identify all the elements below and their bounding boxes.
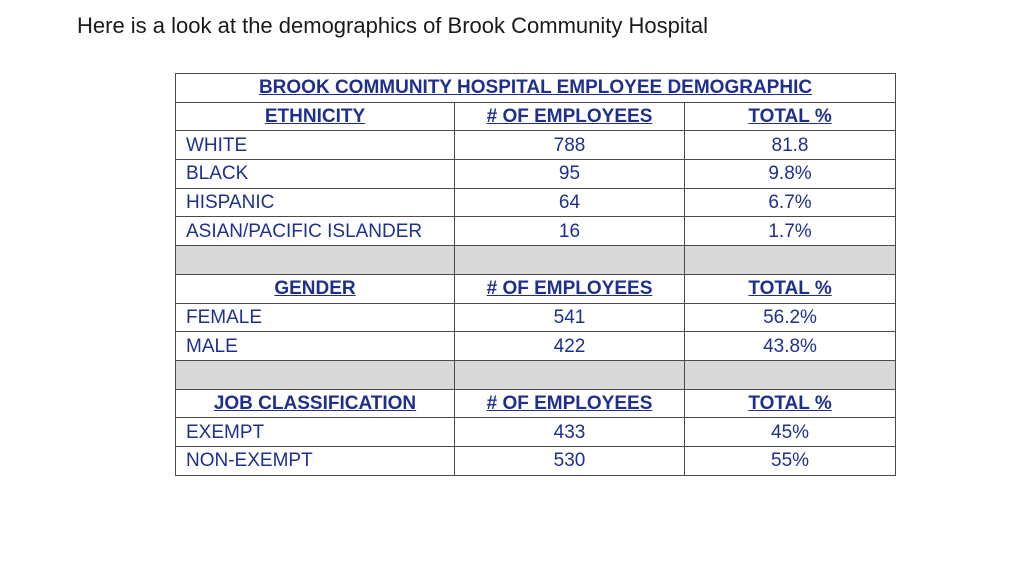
row-label: MALE	[176, 332, 455, 361]
header-total-percent: TOTAL %	[685, 274, 896, 303]
table-row	[176, 332, 896, 361]
table-row	[176, 160, 896, 189]
table-row	[176, 217, 896, 246]
row-percent: 9.8%	[685, 160, 896, 189]
table-title: BROOK COMMUNITY HOSPITAL EMPLOYEE DEMOGRAPHIC	[176, 74, 896, 103]
row-percent: 45%	[685, 418, 896, 447]
row-percent: 43.8%	[685, 332, 896, 361]
header-ethnicity: ETHNICITY	[176, 102, 455, 131]
row-count: 95	[455, 160, 685, 189]
header-total-percent: TOTAL %	[685, 389, 896, 418]
row-percent: 1.7%	[685, 217, 896, 246]
header-total-percent: TOTAL %	[685, 102, 896, 131]
section-header-row-gender	[176, 274, 896, 303]
spacer-cell	[455, 246, 685, 275]
row-label: NON-EXEMPT	[176, 446, 455, 475]
row-count: 541	[455, 303, 685, 332]
header-employees: # OF EMPLOYEES	[455, 274, 685, 303]
row-percent: 81.8	[685, 131, 896, 160]
row-count: 433	[455, 418, 685, 447]
spacer-cell	[176, 246, 455, 275]
spacer-row	[176, 360, 896, 389]
row-count: 530	[455, 446, 685, 475]
section-header-row-job-classification	[176, 389, 896, 418]
table-title-row	[176, 74, 896, 103]
table-row	[176, 446, 896, 475]
demographics-table	[175, 73, 896, 476]
header-employees: # OF EMPLOYEES	[455, 102, 685, 131]
spacer-cell	[455, 360, 685, 389]
section-header-row-ethnicity	[176, 102, 896, 131]
row-label: WHITE	[176, 131, 455, 160]
row-count: 422	[455, 332, 685, 361]
spacer-cell	[176, 360, 455, 389]
header-job-classification: JOB CLASSIFICATION	[176, 389, 455, 418]
row-percent: 56.2%	[685, 303, 896, 332]
row-label: BLACK	[176, 160, 455, 189]
table-row	[176, 303, 896, 332]
spacer-cell	[685, 360, 896, 389]
spacer-cell	[685, 246, 896, 275]
table-row	[176, 188, 896, 217]
intro-text: Here is a look at the demographics of Brook Community Hospital	[77, 13, 708, 38]
header-employees: # OF EMPLOYEES	[455, 389, 685, 418]
header-gender: GENDER	[176, 274, 455, 303]
row-percent: 55%	[685, 446, 896, 475]
table-row	[176, 418, 896, 447]
row-label: FEMALE	[176, 303, 455, 332]
spacer-row	[176, 246, 896, 275]
row-count: 16	[455, 217, 685, 246]
row-label: HISPANIC	[176, 188, 455, 217]
row-percent: 6.7%	[685, 188, 896, 217]
row-count: 64	[455, 188, 685, 217]
row-count: 788	[455, 131, 685, 160]
row-label: EXEMPT	[176, 418, 455, 447]
row-label: ASIAN/PACIFIC ISLANDER	[176, 217, 455, 246]
table-row	[176, 131, 896, 160]
